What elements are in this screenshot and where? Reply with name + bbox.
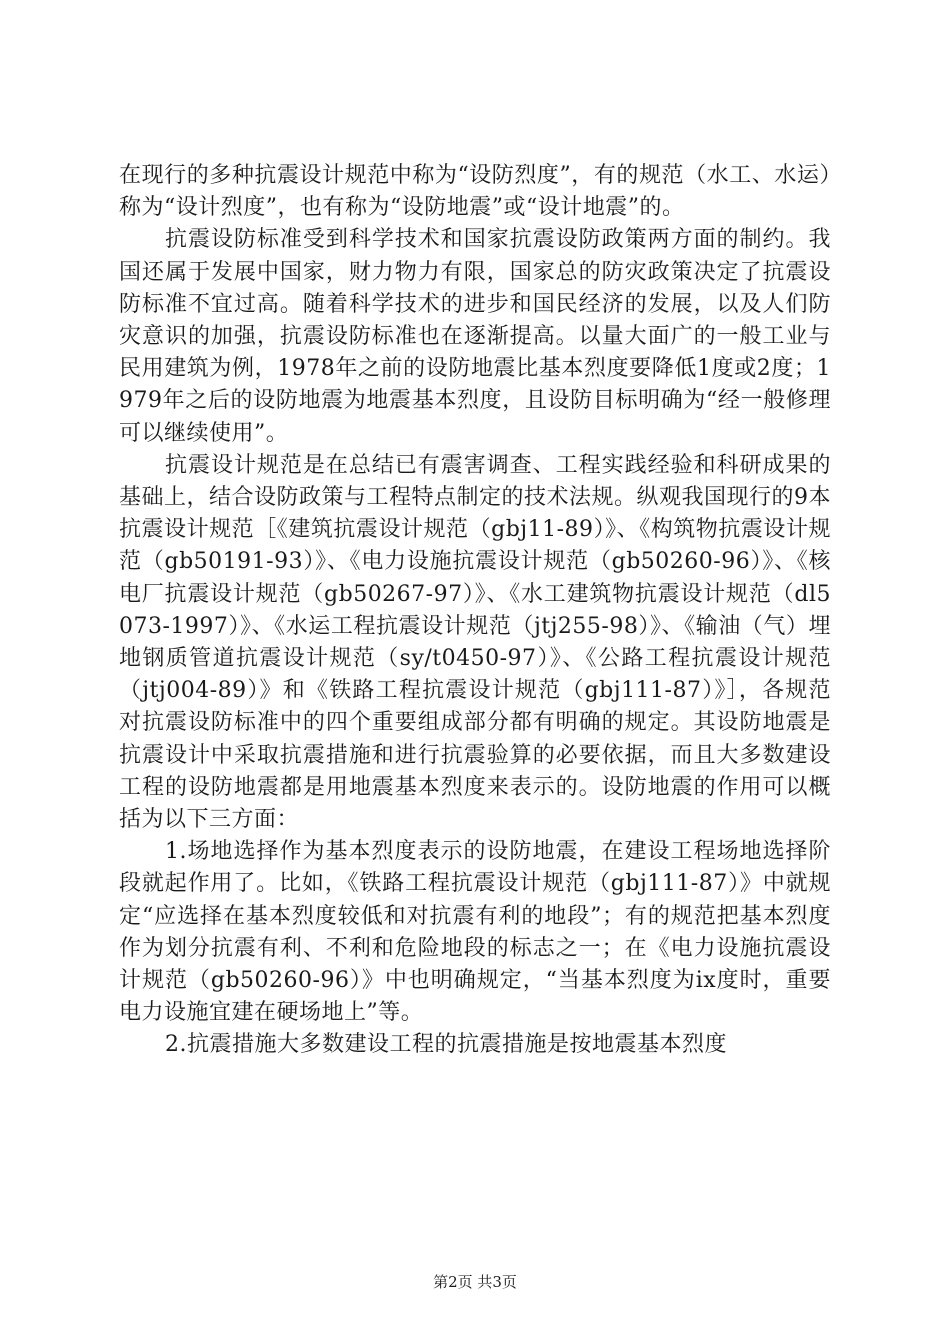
page-number-footer: 第2页 共3页 bbox=[433, 1273, 517, 1291]
paragraph-3: 抗震设计规范是在总结已有震害调查、工程实践经验和科研成果的基础上，结合设防政策与工程特点制定的技术法规。纵观我国现行的9本抗震设计规范［《建筑抗震设计规范（gbj11-89）》、《构筑物抗震设计规范（gb50191-93）》、《电力设施抗震设计规范（gb50260-96）》、《核电厂抗震设计规范（gb50267-97）》、《水工建筑物抗震设计规范（dl5073-1997）》、《水运工程抗震设计规范（jtj255-98）》、《输油（气）埋地钢质管道抗震设计规范（sy/t0450-97）》、《公路工程抗震设计规范（jtj004-89）》和《铁路工程抗震设计规范（gbj111-87）》］，各规范对抗震设防标准中的四个重要组成部分都有明确的规定。其设防地震是抗震设计中采取抗震措施和进行抗震验算的必要依据，而且大多数建设工程的设防地震都是用地震基本烈度来表示的。设防地震的作用可以概括为以下三方面： bbox=[119, 452, 831, 833]
paragraph-2: 抗震设防标准受到科学技术和国家抗震设防政策两方面的制约。我国还属于发展中国家，财力物力有限，国家总的防灾政策决定了抗震设防标准不宜过高。随着科学技术的进步和国民经济的发展，以及人们防灾意识的加强，抗震设防标准也在逐渐提高。以量大面广的一般工业与民用建筑为例，1978年之前的设防地震比基本烈度要降低1度或2度；1979年之后的设防地震为地震基本烈度，且设防目标明确为“经一般修理可以继续使用”。 bbox=[119, 227, 831, 446]
paragraph-1: 在现行的多种抗震设计规范中称为“设防烈度”，有的规范（水工、水运）称为“设计烈度”，也有称为“设防地震”或“设计地震”的。 bbox=[119, 163, 831, 221]
document-body bbox=[119, 160, 831, 1062]
paragraph-5: 2.抗震措施大多数建设工程的抗震措施是按地震基本烈度 bbox=[165, 1032, 727, 1058]
paragraph-4: 1.场地选择作为基本烈度表示的设防地震，在建设工程场地选择阶段就起作用了。比如，《铁路工程抗震设计规范（gbj111-87）》中就规定“应选择在基本烈度较低和对抗震有利的地段”；有的规范把基本烈度作为划分抗震有利、不利和危险地段的标志之一；在《电力设施抗震设计规范（gb50260-96）》中也明确规定，“当基本烈度为ix度时，重要电力设施宜建在硬场地上”等。 bbox=[119, 839, 831, 1026]
